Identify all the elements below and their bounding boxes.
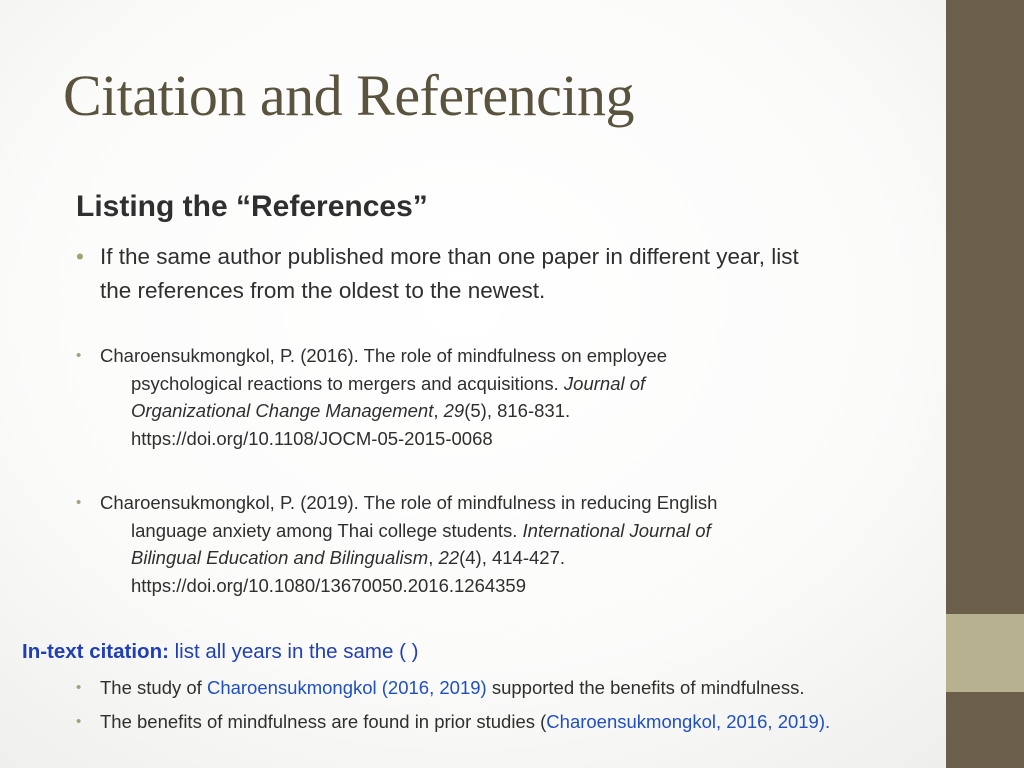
intext-label: In-text citation:: [22, 640, 169, 663]
bullet-dot-icon: •: [76, 494, 82, 511]
separator: ,: [428, 547, 439, 568]
reference-text: psychological reactions to mergers and acquisitions.: [131, 372, 564, 394]
slide-subtitle: Listing the “References”: [76, 190, 428, 223]
main-bullet-line-2: the references from the oldest to the newest.: [100, 278, 546, 303]
side-bar-accent: [946, 614, 1024, 692]
reference-line-2: [76, 370, 896, 398]
bullet-dot-icon: •: [76, 679, 82, 696]
reference-line-3: [76, 544, 896, 572]
main-bullet-line-1: If the same author published more than one paper in different year, list: [100, 244, 799, 269]
journal-title-part: Bilingual Education and Bilingualism: [131, 547, 429, 568]
reference-text: language anxiety among Thai college students.: [131, 519, 523, 541]
issue-pages: (4), 414-427.: [459, 547, 566, 568]
reference-doi: https://doi.org/10.1108/JOCM-05-2015-0068: [131, 427, 493, 449]
intext-text: list all years in the same ( ): [168, 640, 419, 663]
example-citation: Charoensukmongkol, 2016, 2019).: [546, 711, 831, 732]
bullet-dot-icon: •: [76, 713, 82, 730]
reference-line-1: Charoensukmongkol, P. (2019). The role of mindfulness in reducing English: [100, 492, 718, 513]
journal-title-part: International Journal of: [522, 519, 711, 541]
reference-entry: [76, 342, 896, 452]
journal-volume: 29: [443, 400, 465, 421]
issue-pages: (5), 816-831.: [464, 400, 571, 421]
intext-citation-heading: [22, 640, 418, 664]
journal-title-part: Organizational Change Management: [131, 400, 434, 421]
reference-line-1: Charoensukmongkol, P. (2016). The role of mindfulness on employee: [100, 345, 667, 366]
bullet-dot-icon: •: [76, 244, 84, 269]
slide-title: Citation and Referencing: [63, 63, 635, 128]
bullet-dot-icon: •: [76, 347, 82, 364]
journal-title-part: Journal of: [563, 372, 646, 394]
example-text: [76, 711, 830, 733]
example-bullet: [76, 711, 830, 733]
separator: ,: [433, 400, 444, 421]
example-citation: Charoensukmongkol (2016, 2019): [206, 677, 487, 698]
reference-doi: https://doi.org/10.1080/13670050.2016.1264359: [131, 574, 527, 596]
reference-line-2: [76, 517, 896, 545]
example-text: [76, 677, 804, 699]
journal-volume: 22: [438, 547, 460, 568]
main-bullet: [76, 240, 936, 308]
reference-entry: [76, 489, 896, 599]
example-bullet: [76, 677, 804, 699]
example-before: The study of: [100, 677, 207, 698]
example-after: supported the benefits of mindfulness.: [486, 677, 805, 698]
reference-line-3: [76, 397, 896, 425]
example-before: The benefits of mindfulness are found in prior studies (: [100, 711, 547, 732]
